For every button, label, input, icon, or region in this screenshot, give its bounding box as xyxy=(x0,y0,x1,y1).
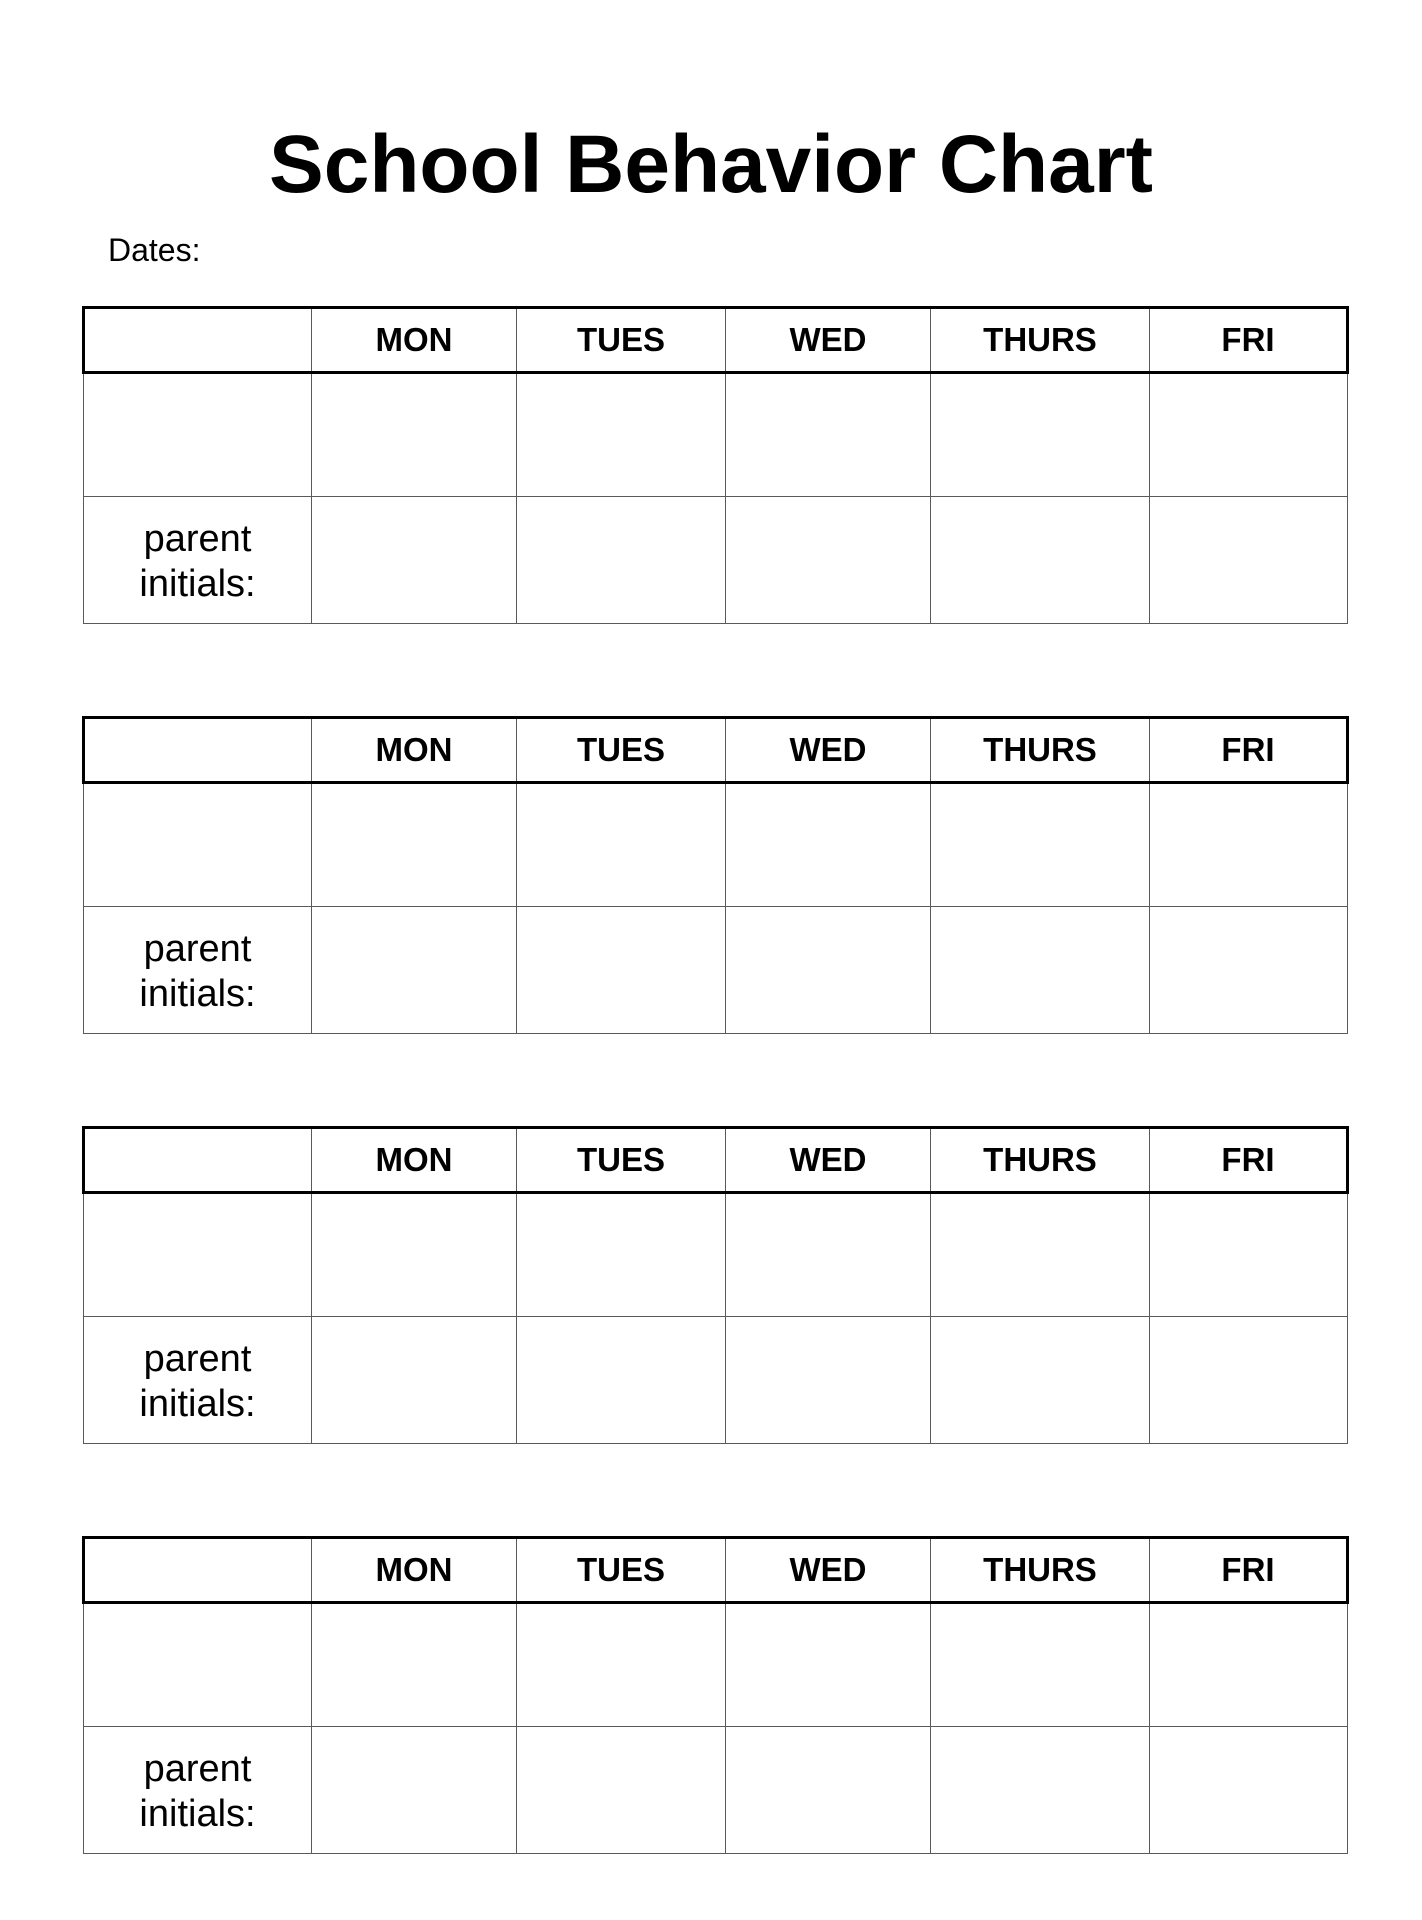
day-header-thurs: THURS xyxy=(931,308,1150,373)
behavior-cell-wed[interactable] xyxy=(726,373,931,497)
behavior-cell-mon[interactable] xyxy=(312,1603,517,1727)
behavior-cell-tues[interactable] xyxy=(517,1603,726,1727)
day-header-wed: WED xyxy=(726,1128,931,1193)
parent-initials-label-line2: initials: xyxy=(139,1383,256,1425)
parent-initials-cell-fri[interactable] xyxy=(1150,1727,1348,1854)
day-header-tues: TUES xyxy=(517,1538,726,1603)
parent-initials-cell-wed[interactable] xyxy=(726,497,931,624)
parent-initials-row xyxy=(84,907,1348,1034)
parent-initials-cell-tues[interactable] xyxy=(517,497,726,624)
day-header-row xyxy=(84,718,1348,783)
day-header-tues: TUES xyxy=(517,308,726,373)
day-header-mon: MON xyxy=(312,1128,517,1193)
parent-initials-cell-mon[interactable] xyxy=(312,1727,517,1854)
day-header-fri: FRI xyxy=(1150,1128,1348,1193)
behavior-cell-mon[interactable] xyxy=(312,783,517,907)
behavior-cell-mon[interactable] xyxy=(312,1193,517,1317)
weekly-behavior-table xyxy=(82,306,1349,624)
behavior-cell-fri[interactable] xyxy=(1150,1603,1348,1727)
parent-initials-row xyxy=(84,1317,1348,1444)
parent-initials-cell-thurs[interactable] xyxy=(931,1317,1150,1444)
behavior-cell-fri[interactable] xyxy=(1150,1193,1348,1317)
parent-initials-cell-fri[interactable] xyxy=(1150,497,1348,624)
behavior-cell-tues[interactable] xyxy=(517,783,726,907)
parent-initials-cell-thurs[interactable] xyxy=(931,1727,1150,1854)
behavior-cell-tues[interactable] xyxy=(517,373,726,497)
parent-initials-cell-tues[interactable] xyxy=(517,907,726,1034)
day-header-fri: FRI xyxy=(1150,1538,1348,1603)
day-header-row xyxy=(84,1128,1348,1193)
behavior-label-cell[interactable] xyxy=(84,1603,312,1727)
behavior-cell-fri[interactable] xyxy=(1150,373,1348,497)
header-corner-cell xyxy=(84,1538,312,1603)
behavior-cell-thurs[interactable] xyxy=(931,783,1150,907)
page-title: School Behavior Chart xyxy=(269,118,1153,210)
parent-initials-row xyxy=(84,1727,1348,1854)
parent-initials-cell-mon[interactable] xyxy=(312,907,517,1034)
parent-initials-cell-wed[interactable] xyxy=(726,1317,931,1444)
day-header-mon: MON xyxy=(312,308,517,373)
parent-initials-label-line2: initials: xyxy=(139,1793,256,1835)
header-corner-cell xyxy=(84,718,312,783)
parent-initials-cell-wed[interactable] xyxy=(726,907,931,1034)
parent-initials-cell-tues[interactable] xyxy=(517,1727,726,1854)
parent-initials-label-line2: initials: xyxy=(139,563,256,605)
parent-initials-label-line1: parent xyxy=(143,518,252,560)
behavior-cell-mon[interactable] xyxy=(312,373,517,497)
parent-initials-cell-fri[interactable] xyxy=(1150,1317,1348,1444)
dates-field[interactable] xyxy=(108,230,200,270)
day-header-thurs: THURS xyxy=(931,718,1150,783)
behavior-cell-wed[interactable] xyxy=(726,1193,931,1317)
behavior-cell-thurs[interactable] xyxy=(931,1193,1150,1317)
parent-initials-label xyxy=(84,907,312,1034)
parent-initials-label xyxy=(84,1317,312,1444)
day-header-thurs: THURS xyxy=(931,1128,1150,1193)
parent-initials-cell-tues[interactable] xyxy=(517,1317,726,1444)
behavior-label-cell[interactable] xyxy=(84,1193,312,1317)
behavior-row xyxy=(84,1193,1348,1317)
day-header-row xyxy=(84,1538,1348,1603)
day-header-tues: TUES xyxy=(517,718,726,783)
behavior-cell-wed[interactable] xyxy=(726,783,931,907)
behavior-row xyxy=(84,1603,1348,1727)
day-header-mon: MON xyxy=(312,718,517,783)
parent-initials-label-line1: parent xyxy=(143,928,252,970)
day-header-wed: WED xyxy=(726,308,931,373)
parent-initials-label-line2: initials: xyxy=(139,973,256,1015)
behavior-cell-thurs[interactable] xyxy=(931,373,1150,497)
day-header-wed: WED xyxy=(726,718,931,783)
weekly-behavior-table xyxy=(82,1126,1349,1444)
dates-label: Dates: xyxy=(108,232,201,268)
behavior-cell-wed[interactable] xyxy=(726,1603,931,1727)
parent-initials-cell-thurs[interactable] xyxy=(931,497,1150,624)
parent-initials-label-line1: parent xyxy=(143,1748,252,1790)
behavior-label-cell[interactable] xyxy=(84,783,312,907)
header-corner-cell xyxy=(84,308,312,373)
parent-initials-label xyxy=(84,497,312,624)
parent-initials-cell-mon[interactable] xyxy=(312,1317,517,1444)
day-header-mon: MON xyxy=(312,1538,517,1603)
day-header-row xyxy=(84,308,1348,373)
parent-initials-row xyxy=(84,497,1348,624)
day-header-fri: FRI xyxy=(1150,308,1348,373)
day-header-fri: FRI xyxy=(1150,718,1348,783)
weekly-behavior-table xyxy=(82,1536,1349,1854)
behavior-cell-thurs[interactable] xyxy=(931,1603,1150,1727)
day-header-tues: TUES xyxy=(517,1128,726,1193)
weekly-behavior-table xyxy=(82,716,1349,1034)
parent-initials-cell-wed[interactable] xyxy=(726,1727,931,1854)
parent-initials-cell-thurs[interactable] xyxy=(931,907,1150,1034)
day-header-wed: WED xyxy=(726,1538,931,1603)
parent-initials-cell-mon[interactable] xyxy=(312,497,517,624)
header-corner-cell xyxy=(84,1128,312,1193)
parent-initials-cell-fri[interactable] xyxy=(1150,907,1348,1034)
behavior-row xyxy=(84,783,1348,907)
parent-initials-label-line1: parent xyxy=(143,1338,252,1380)
parent-initials-label xyxy=(84,1727,312,1854)
behavior-cell-fri[interactable] xyxy=(1150,783,1348,907)
behavior-row xyxy=(84,373,1348,497)
day-header-thurs: THURS xyxy=(931,1538,1150,1603)
behavior-cell-tues[interactable] xyxy=(517,1193,726,1317)
behavior-label-cell[interactable] xyxy=(84,373,312,497)
